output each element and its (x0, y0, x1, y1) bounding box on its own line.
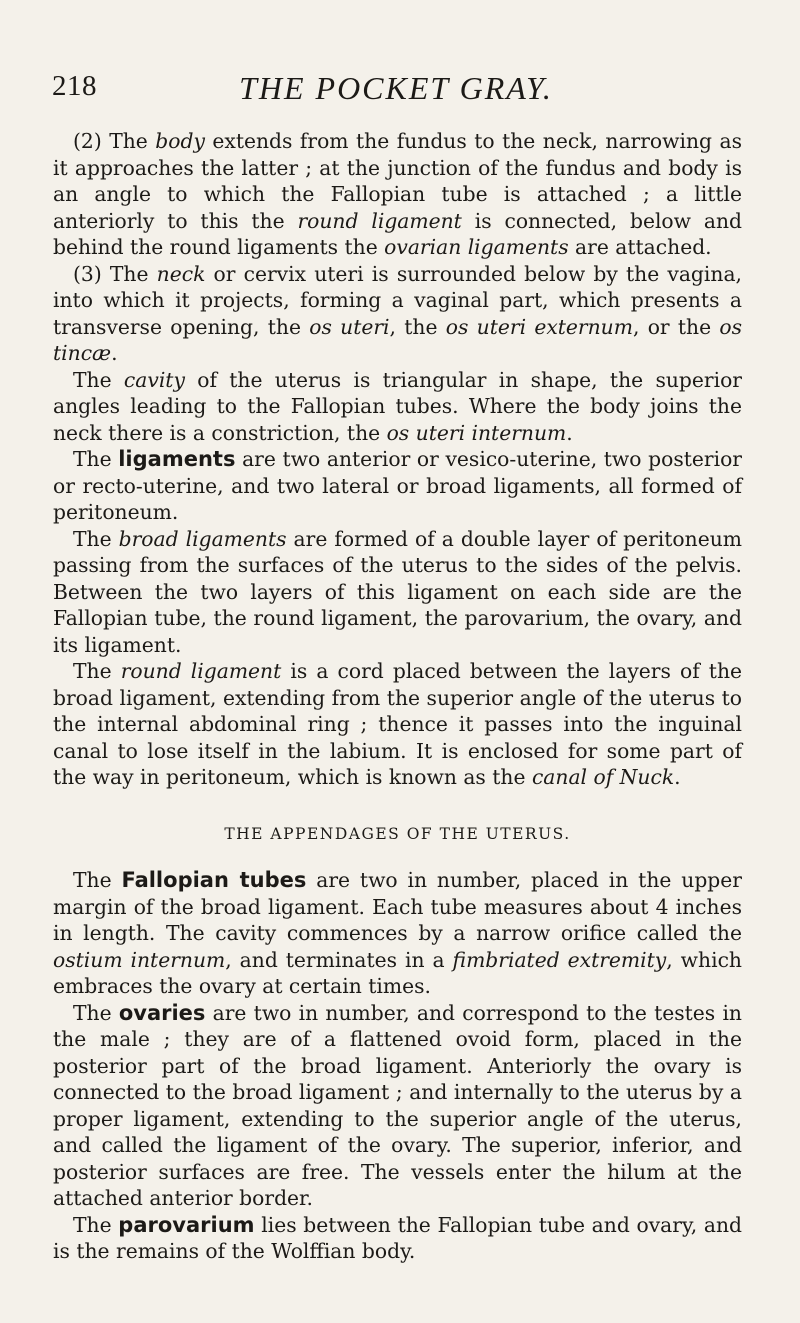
uterus-section (53, 128, 742, 791)
paragraph (53, 261, 742, 367)
text-run: , or the (632, 314, 720, 339)
text-run: The (73, 868, 122, 892)
text-run: extends from the fundus to the neck, narrowing as it approaches the latter ; at the junction of the fundus and body is an angle to which the Fallopian tube is attached ; a little anteriorly to this the (53, 129, 742, 233)
page-header (52, 60, 740, 110)
text-run: of the uterus is triangular in shape, the superior angles leading to the Fallopian tubes. Where the body joins the neck there is a constriction, the (53, 367, 742, 445)
paragraph (53, 1000, 742, 1212)
text-run: (3) The (73, 261, 157, 286)
paragraph (53, 1212, 742, 1265)
italic-term: broad ligaments (118, 526, 287, 551)
page-number: 218 (52, 70, 97, 102)
text-run: , the (389, 314, 446, 339)
text-run: , and terminates in a (225, 947, 453, 972)
text-run: The (73, 1000, 119, 1025)
running-title: THE POCKET GRAY. (239, 70, 553, 106)
text-run: . (111, 341, 118, 365)
italic-term: canal of Nuck (531, 765, 675, 789)
text-run: The (73, 447, 119, 471)
italic-term: cavity (123, 367, 185, 392)
text-run: are attached. (568, 235, 712, 259)
text-run: are formed of a double layer of peritoneum passing from the surfaces of the uterus to the sides of the pelvis. Between the two layers of this ligament on each side are the Fallopian tube, the round ligament, the parovarium, the ovary, and its ligament. (53, 526, 742, 657)
italic-term: os uteri externum (445, 314, 633, 339)
text-run: are two in number, placed in the upper margin of the broad ligament. Each tube measures about 4 inches in length. The cavity commences by a narrow orifice called the (53, 868, 742, 945)
text-run: . (674, 765, 681, 789)
text-run: The (73, 1212, 119, 1237)
paragraph (53, 867, 742, 1000)
text-run: or cervix uteri is surrounded below by the vagina, into which it projects, forming a vaginal part, which presents a transverse opening, the (53, 261, 742, 339)
text-run: is a cord placed between the layers of the broad ligament, extending from the superior angle of the uterus to the internal abdominal ring ; thence it passes into the inguinal canal to lose itself in the labium. It is enclosed for some part of the way in peritoneum, which is known as the (53, 659, 743, 789)
text-run: is connected, below and behind the round ligaments the (53, 208, 742, 259)
text-run: The (73, 659, 121, 683)
italic-term: fimbriated extremity (452, 947, 667, 972)
italic-term: round ligament (297, 208, 462, 233)
italic-term: neck (156, 261, 206, 286)
page-body (53, 128, 742, 1265)
italic-term: round ligament (120, 659, 282, 683)
text-run: The (73, 526, 119, 551)
paragraph (53, 367, 742, 447)
paragraph (53, 658, 742, 791)
bold-term: ovaries (118, 1000, 206, 1025)
italic-term: ostium internum (53, 947, 226, 972)
italic-term: os tincæ (53, 314, 742, 365)
bold-term: parovarium (118, 1212, 255, 1237)
bold-term: Fallopian tubes (121, 868, 307, 892)
appendages-section (53, 867, 742, 1265)
italic-term: os uteri (309, 314, 390, 339)
italic-term: body (155, 129, 205, 153)
paragraph (53, 526, 742, 659)
bold-term: ligaments (118, 447, 236, 471)
text-run: are two anterior or vesico-uterine, two posterior or recto-uterine, and two lateral or broad ligaments, all formed of peritoneum. (53, 447, 742, 524)
italic-term: ovarian ligaments (384, 235, 569, 259)
text-run: lies between the Fallopian tube and ovary, and is the remains of the Wolffian body. (53, 1212, 742, 1263)
text-run: (2) The (73, 129, 156, 153)
paragraph (53, 446, 742, 526)
italic-term: os uteri internum (386, 420, 567, 445)
text-run: , which embraces the ovary at certain times. (53, 947, 742, 998)
section-heading: THE APPENDAGES OF THE UTERUS. (224, 824, 571, 843)
paragraph (53, 128, 742, 261)
text-run: are two in number, and correspond to the testes in the male ; they are of a flattened ovoid form, placed in the posterior part of the broad ligament. Anteriorly the ovary is connected to the broad ligament ; and internally to the uterus by a proper ligament, extending to the superior angle of the uterus, and called the ligament of the ovary. The superior, inferior, and posterior surfaces are free. The vessels enter the hilum at the attached anterior border. (53, 1000, 742, 1210)
text-run: . (566, 420, 573, 445)
text-run: The (73, 367, 124, 392)
